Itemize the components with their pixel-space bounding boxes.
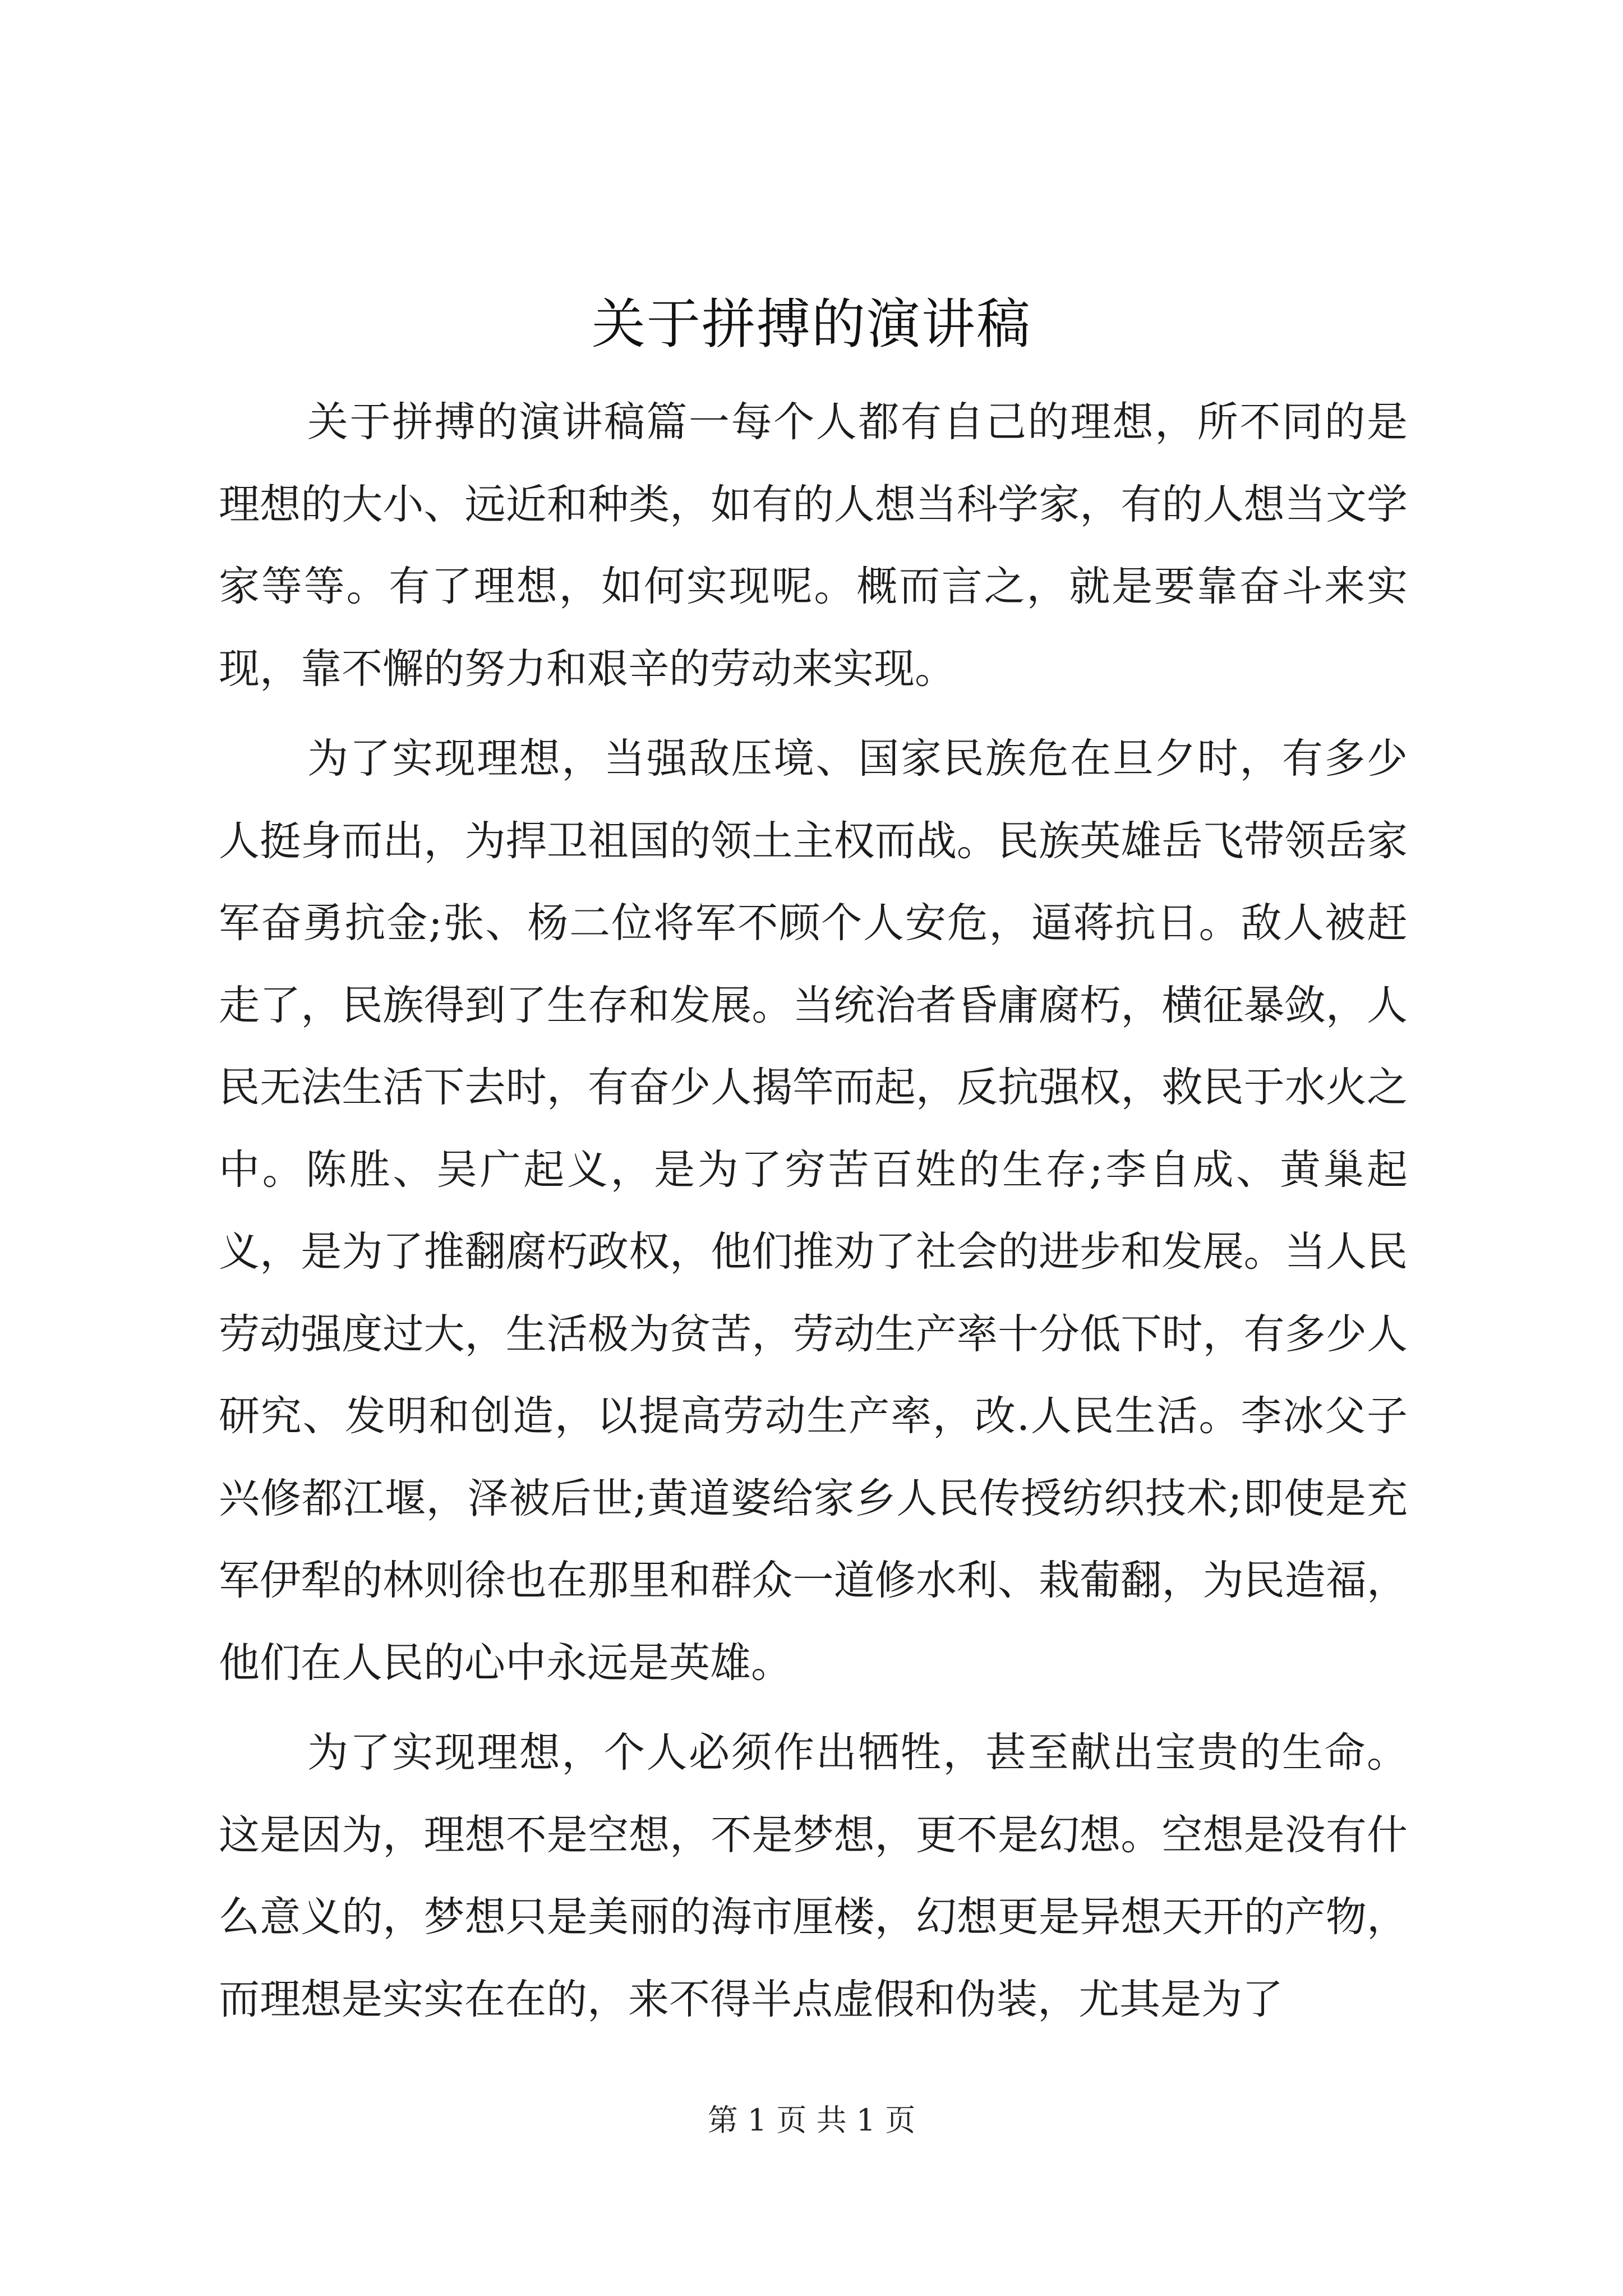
paragraph-1: 关于拼搏的演讲稿篇一每个人都有自己的理想，所不同的是理想的大小、远近和种类，如有的人想当科学家，有的人想当文学家等等。有了理想，如何实现呢。概而言之，就是要靠奋斗来实现，靠不懈的努力和艰辛的劳动来实现。 <box>219 398 1408 693</box>
page-footer: 第 1 页 共 1 页 <box>707 2102 916 2138</box>
paragraph-2: 为了实现理想，当强敌压境、国家民族危在旦夕时，有多少人挺身而出，为捍卫祖国的领土主权而战。民族英雄岳飞带领岳家军奋勇抗金;张、杨二位将军不顾个人安危，逼蒋抗日。敌人被赶走了，民族得到了生存和发展。当统治者昏庸腐朽，横征暴敛，人民无法生活下去时，有奋少人揭竿而起，反抗强权，救民于水火之中。陈胜、吴广起义，是为了穷苦百姓的生存;李自成、黄巢起义，是为了推翻腐朽政权，他们推劝了社会的进步和发展。当人民劳动强度过大，生活极为贫苦，劳动生产率十分低下时，有多少人研究、发明和创造，以提高劳动生产率，改.人民生活。李冰父子兴修都江堰，泽被后世;黄道婆给家乡人民传授纺织技术;即使是充军伊犁的林则徐也在那里和群众一道修水利、栽葡翻，为民造福，他们在人民的心中永远是英雄。 <box>219 735 1408 1687</box>
paragraph-3: 为了实现理想，个人必须作出牺牲，甚至献出宝贵的生命。这是因为，理想不是空想，不是梦想，更不是幻想。空想是没有什么意义的，梦想只是美丽的海市厘楼，幻想更是异想天开的产物，而理想是实实在在的，来不得半点虚假和伪装，尤其是为了 <box>219 1729 1408 2023</box>
document-body <box>219 381 1408 2041</box>
document-title: 关于拼搏的演讲稿 <box>592 293 1031 356</box>
